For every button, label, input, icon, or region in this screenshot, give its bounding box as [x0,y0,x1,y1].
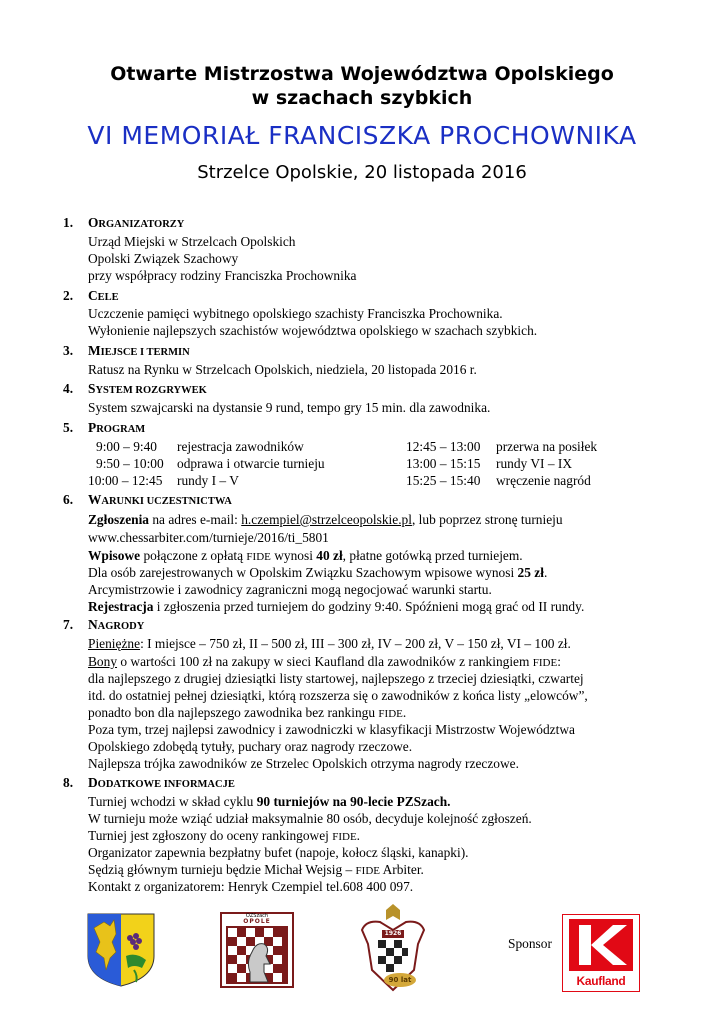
section-number: 5. [63,420,74,435]
grandmasters-line: Arcymistrzowie i zawodnicy zagraniczni mogą negocjować warunki startu. [88,582,492,597]
title-line-2: w szachach szybkich [251,87,473,109]
section-title-goals: CELE [88,288,119,303]
section-number: 2. [63,288,74,303]
section-title-organizers: ORGANIZATORZY [88,215,185,230]
schedule-time: 13:00 – 15:15 [406,456,481,471]
prizes-line: Najlepsza trójka zawodników ze Strzelec Opolskich otrzyma nagrody rzeczowe. [88,756,519,771]
schedule-event: wręczenie nagród [496,473,591,488]
vouchers-line: Bony o wartości 100 zł na zakupy w sieci Kaufland dla zawodników z rankingiem FIDE: [88,654,561,669]
prizes-line: Opolskiego zdobędą tytuły, puchary oraz nagrody rzeczowe. [88,739,413,754]
schedule-time: 9:50 – 10:00 [96,456,164,471]
section-title-conditions: WARUNKI UCZESTNICTWA [88,492,232,507]
ozsz-logo [220,912,294,988]
info-line: Turniej jest zgłoszony do oceny rankingowej FIDE. [88,828,361,843]
section-number: 8. [63,775,74,790]
organizer-line: Opolski Związek Szachowy [88,251,239,266]
pzszach-lat: 90 lat [388,976,412,984]
prizes-line: Poza tym, trzej najlepsi zawodnicy i zawodniczki w klasyfikacji Mistrzostw Województwa [88,722,575,737]
place-date: Strzelce Opolskie, 20 listopada 2016 [197,162,527,183]
schedule-time: 12:45 – 13:00 [406,439,481,454]
cash-prizes-line: Pieniężne: I miejsce – 750 zł, II – 500 zł, III – 300 zł, IV – 200 zł, V – 150 zł, VI – 100 zł. [88,636,571,651]
memorial-title: VI MEMORIAŁ FRANCISZKA PROCHOWNIKA [87,121,637,150]
contact-line: Kontakt z organizatorem: Henryk Czempiel tel.608 400 097. [88,879,414,894]
schedule-event: rejestracja zawodników [177,439,304,454]
section-title-additional: DODATKOWE INFORMACJE [88,775,235,790]
info-line: Turniej wchodzi w skład cyklu 90 turniejów na 90-lecie PZSzach. [88,794,451,809]
info-line: W turnieju może wziąć udział maksymalnie 80 osób, decyduje kolejność zgłoszeń. [88,811,532,826]
system-line: System szwajcarski na dystansie 9 rund, tempo gry 15 min. dla zawodnika. [88,400,491,415]
fee-line: Wpisowe połączone z opłatą FIDE wynosi 40 zł, płatne gotówką przed turniejem. [88,548,523,563]
schedule-time: 15:25 – 15:40 [406,473,481,488]
registration-deadline-line: Rejestracja i zgłoszenia przed turniejem do godziny 9:40. Spóźnieni mogą grać od II rundy. [88,599,585,614]
coat-of-arms-logo [86,912,156,988]
organizer-line: Urząd Miejski w Strzelcach Opolskich [88,234,296,249]
schedule-time: 10:00 – 12:45 [88,473,163,488]
email-link[interactable]: h.czempiel@strzelceopolskie.pl [241,512,412,527]
fee-ozsz-line: Dla osób zarejestrowanych w Opolskim Związku Szachowym wpisowe wynosi 25 zł. [88,565,548,580]
tournament-url[interactable]: www.chessarbiter.com/turnieje/2016/ti_5801 [88,530,329,545]
kaufland-logo [562,914,640,992]
section-title-place: MIEJSCE I TERMIN [88,343,190,358]
info-line: Sędzią głównym turnieju będzie Michał Wejsig – FIDE Arbiter. [88,862,424,877]
prizes-line: itd. do ostatniej pełnej dziesiątki, którą rozszerza się o zawodników z końca listy „elowców”, [88,688,588,703]
schedule-event: rundy VI – IX [496,456,572,471]
ozsz-city: OPOLE [243,918,271,925]
info-line: Organizator zapewnia bezpłatny bufet (napoje, kołocz śląski, kanapki). [88,845,469,860]
section-title-system: SYSTEM ROZGRYWEK [88,381,207,396]
section-number: 3. [63,343,74,358]
section-number: 6. [63,492,74,507]
pzszach-year: 1926 [384,930,402,937]
section-number: 1. [63,215,74,230]
section-number: 7. [63,617,74,632]
schedule-event: rundy I – V [177,473,239,488]
ozsz-label: OZSzach [245,913,269,919]
organizer-line: przy współpracy rodziny Franciszka Prochownika [88,268,357,283]
place-line: Ratusz na Rynku w Strzelcach Opolskich, niedziela, 20 listopada 2016 r. [88,362,477,377]
kaufland-wordmark: Kaufland [576,974,626,988]
prizes-line: dla najlepszego z drugiej dziesiątki listy startowej, najlepszego z trzeciej dziesiątki, czwartej [88,671,584,686]
schedule-event: odprawa i otwarcie turnieju [177,456,325,471]
section-title-program: PROGRAM [88,420,146,435]
section-title-prizes: NAGRODY [88,617,145,632]
goal-line: Wyłonienie najlepszych szachistów województwa opolskiego w szachach szybkich. [88,323,538,338]
schedule-time: 9:00 – 9:40 [96,439,158,454]
goal-line: Uczczenie pamięci wybitnego opolskiego szachisty Franciszka Prochownika. [88,306,503,321]
title-line-1: Otwarte Mistrzostwa Województwa Opolskiego [110,63,614,85]
pzszach-logo [356,900,430,996]
schedule-event: przerwa na posiłek [496,439,598,454]
section-number: 4. [63,381,74,396]
sponsor-label: Sponsor [508,936,552,951]
prizes-line: ponadto bon dla najlepszego zawodnika bez rankingu FIDE. [88,705,407,720]
registration-line: Zgłoszenia na adres e-mail: h.czempiel@strzelceopolskie.pl, lub poprzez stronę turnieju [88,512,563,527]
